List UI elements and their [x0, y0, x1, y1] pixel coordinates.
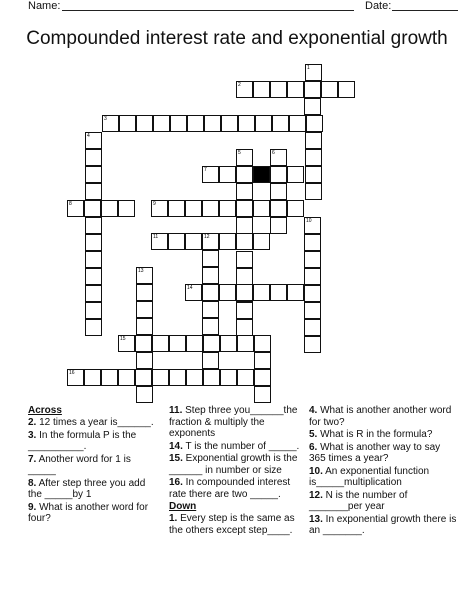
- crossword-cell[interactable]: [202, 250, 219, 267]
- page-title: Compounded interest rate and exponential growth: [26, 28, 448, 49]
- crossword-cell[interactable]: [85, 166, 102, 183]
- crossword-cell[interactable]: [186, 369, 203, 386]
- crossword-cell[interactable]: [118, 369, 135, 386]
- cell-number: 16: [69, 370, 75, 376]
- crossword-cell[interactable]: [187, 115, 204, 132]
- crossword-cell[interactable]: [304, 319, 321, 336]
- crossword-cell[interactable]: [204, 115, 221, 132]
- clues-column-3: [309, 405, 459, 538]
- crossword-cell[interactable]: [135, 369, 152, 386]
- crossword-cell[interactable]: [221, 115, 238, 132]
- crossword-cell[interactable]: [270, 166, 287, 183]
- cell-number: 15: [120, 336, 126, 342]
- crossword-cell[interactable]: [254, 335, 271, 352]
- crossword-cell[interactable]: [304, 285, 321, 302]
- crossword-cell[interactable]: [270, 200, 287, 217]
- name-field[interactable]: [62, 10, 354, 11]
- crossword-cell[interactable]: [270, 284, 287, 301]
- cell-number: 11: [153, 234, 159, 240]
- crossword-cell[interactable]: [304, 336, 321, 353]
- crossword-cell[interactable]: [84, 369, 101, 386]
- clue-heading: Down: [169, 501, 197, 512]
- clue-text: What is R in the formula?: [317, 429, 433, 440]
- crossword-cell[interactable]: [236, 217, 253, 234]
- crossword-cell[interactable]: [287, 200, 304, 217]
- crossword-cell[interactable]: [304, 217, 321, 234]
- crossword-cell[interactable]: [151, 233, 168, 250]
- crossword-cell[interactable]: [186, 335, 203, 352]
- clue-number: 9.: [28, 501, 37, 513]
- crossword-cell[interactable]: [101, 369, 118, 386]
- clue-number: 12.: [309, 489, 323, 501]
- crossword-cell[interactable]: [136, 301, 153, 318]
- crossword-cell[interactable]: [270, 183, 287, 200]
- crossword-cell[interactable]: [237, 369, 254, 386]
- crossword-cell[interactable]: [306, 115, 323, 132]
- cell-number: 13: [138, 268, 144, 274]
- name-label: Name:: [28, 0, 61, 12]
- crossword-cell[interactable]: [202, 301, 219, 318]
- clue: [309, 442, 459, 465]
- crossword-cell[interactable]: [236, 302, 253, 319]
- cell-number: 4: [87, 133, 90, 139]
- clue-text: In exponential growth there is an _______.: [309, 513, 457, 536]
- clue-text: In the formula P is the __________.: [28, 429, 137, 452]
- crossword-cell[interactable]: [136, 284, 153, 301]
- cell-number: 1: [307, 65, 310, 71]
- crossword-cell[interactable]: [135, 335, 152, 352]
- clue: [309, 514, 459, 537]
- crossword-cell[interactable]: [170, 115, 187, 132]
- clue-number: 3.: [28, 429, 37, 441]
- crossword-cell[interactable]: [287, 166, 304, 183]
- crossword-cell[interactable]: [253, 81, 270, 98]
- crossword-cell[interactable]: [220, 335, 237, 352]
- crossword-cell[interactable]: [219, 166, 236, 183]
- crossword-cell[interactable]: [85, 251, 102, 268]
- cell-number: 6: [272, 150, 275, 156]
- crossword-cell[interactable]: [270, 81, 287, 98]
- crossword-cell[interactable]: [238, 115, 255, 132]
- crossword-cell[interactable]: [287, 284, 304, 301]
- clue-number: 11.: [169, 405, 183, 416]
- cell-number: 5: [238, 150, 241, 156]
- clue: [28, 502, 158, 525]
- crossword-cell[interactable]: [85, 132, 102, 149]
- crossword-cell[interactable]: [219, 233, 236, 250]
- clue-number: 10.: [309, 465, 323, 477]
- crossword-cell[interactable]: [220, 369, 237, 386]
- clue-number: 5.: [309, 429, 318, 440]
- clue-text: Step three you______the fraction & multiply the exponents: [169, 405, 298, 439]
- crossword-cell[interactable]: [305, 183, 322, 200]
- clue: [169, 513, 307, 536]
- clue-heading: Across: [28, 405, 62, 416]
- clue-text: T is the number of _____.: [182, 440, 300, 452]
- crossword-cell[interactable]: [152, 335, 169, 352]
- crossword-cell[interactable]: [338, 81, 355, 98]
- crossword-cell[interactable]: [270, 217, 287, 234]
- crossword-cell[interactable]: [236, 319, 253, 336]
- cell-number: 12: [204, 234, 210, 240]
- crossword-cell[interactable]: [85, 217, 102, 234]
- clue: [28, 417, 158, 429]
- crossword-cell[interactable]: [118, 335, 135, 352]
- clue: [169, 477, 307, 500]
- crossword-cell[interactable]: [185, 233, 202, 250]
- crossword-cell[interactable]: [168, 233, 185, 250]
- clue-text: Another word for 1 is _____: [28, 453, 131, 476]
- crossword-cell[interactable]: [153, 115, 170, 132]
- cell-number: 3: [104, 116, 107, 122]
- crossword-cell[interactable]: [203, 369, 220, 386]
- clue-number: 8.: [28, 477, 37, 489]
- crossword-cell[interactable]: [85, 302, 102, 319]
- crossword-cell[interactable]: [236, 166, 253, 183]
- black-square: [253, 166, 270, 183]
- clue: [309, 466, 459, 489]
- clue-number: 1.: [169, 513, 178, 524]
- clue: [169, 453, 307, 476]
- clues-column-2: [169, 405, 307, 537]
- crossword-cell[interactable]: [289, 115, 306, 132]
- crossword-cell[interactable]: [119, 115, 136, 132]
- clue-number: 13.: [309, 513, 323, 525]
- crossword-cell[interactable]: [254, 352, 271, 369]
- clue-text: Every step is the same as the others except step____.: [169, 513, 295, 536]
- crossword-cell[interactable]: [236, 81, 253, 98]
- crossword-cell[interactable]: [85, 183, 102, 200]
- crossword-cell[interactable]: [169, 335, 186, 352]
- crossword-cell[interactable]: [136, 115, 153, 132]
- crossword-cell[interactable]: [85, 234, 102, 251]
- crossword-cell[interactable]: [272, 115, 289, 132]
- crossword-cell[interactable]: [236, 251, 253, 268]
- clue: [309, 405, 459, 428]
- clue-text: After step three you add the _____by 1: [28, 477, 146, 500]
- crossword-cell[interactable]: [168, 200, 185, 217]
- cell-number: 9: [153, 201, 156, 207]
- clue-text: What is another way to say 365 times a year?: [309, 441, 441, 464]
- clue-text: N is the number of _______per year: [309, 489, 408, 512]
- clue: [28, 478, 158, 501]
- clues-column-1: [28, 405, 158, 526]
- date-field[interactable]: [392, 10, 458, 11]
- crossword-cell[interactable]: [253, 233, 270, 250]
- crossword-cell[interactable]: [136, 267, 153, 284]
- crossword-cell[interactable]: [237, 335, 254, 352]
- crossword-cell[interactable]: [136, 352, 153, 369]
- crossword-cell[interactable]: [203, 335, 220, 352]
- crossword-cell[interactable]: [255, 115, 272, 132]
- clue-text: What is another another word for two?: [309, 405, 452, 428]
- crossword-cell[interactable]: [101, 200, 118, 217]
- crossword-cell[interactable]: [152, 369, 169, 386]
- crossword-cell[interactable]: [185, 284, 202, 301]
- crossword-cell[interactable]: [304, 268, 321, 285]
- cell-number: 7: [204, 167, 207, 173]
- crossword-cell[interactable]: [304, 98, 321, 115]
- crossword-cell[interactable]: [253, 200, 270, 217]
- clue: [309, 429, 459, 441]
- crossword-cell[interactable]: [151, 200, 168, 217]
- crossword-cell[interactable]: [118, 200, 135, 217]
- cell-number: 2: [238, 82, 241, 88]
- crossword-cell[interactable]: [202, 352, 219, 369]
- clue: [169, 405, 307, 440]
- crossword-cell[interactable]: [85, 285, 102, 302]
- crossword-cell[interactable]: [236, 284, 253, 301]
- crossword-cell[interactable]: [85, 319, 102, 336]
- clue: [309, 490, 459, 513]
- clue-number: 4.: [309, 405, 318, 416]
- crossword-cell[interactable]: [202, 284, 219, 301]
- crossword-cell[interactable]: [219, 200, 236, 217]
- crossword-cell[interactable]: [304, 251, 321, 268]
- clue: [28, 454, 158, 477]
- crossword-cell[interactable]: [305, 149, 322, 166]
- crossword-cell[interactable]: [202, 267, 219, 284]
- crossword-cell[interactable]: [305, 64, 322, 81]
- crossword-cell[interactable]: [236, 183, 253, 200]
- crossword-cell[interactable]: [236, 149, 253, 166]
- clue-text: Exponential growth is the ______ in number or size: [169, 453, 298, 476]
- crossword-cell[interactable]: [202, 318, 219, 335]
- crossword-cell[interactable]: [236, 233, 253, 250]
- crossword-cell[interactable]: [185, 200, 202, 217]
- crossword-cell[interactable]: [67, 369, 84, 386]
- clue-number: 15.: [169, 453, 183, 464]
- crossword-cell[interactable]: [287, 81, 304, 98]
- cell-number: 10: [306, 218, 312, 224]
- crossword-cell[interactable]: [270, 149, 287, 166]
- crossword-cell[interactable]: [219, 284, 236, 301]
- clue-text: In compounded interest rate there are two _____.: [169, 477, 291, 500]
- crossword-cell[interactable]: [253, 284, 270, 301]
- clue-number: 2.: [28, 417, 37, 428]
- crossword-cell[interactable]: [254, 386, 271, 403]
- crossword-cell[interactable]: [202, 233, 219, 250]
- crossword-cell[interactable]: [305, 132, 322, 149]
- clue-text: An exponential function is_____multiplication: [309, 465, 430, 488]
- clue-text: What is another word for four?: [28, 501, 149, 524]
- crossword-cell[interactable]: [254, 369, 271, 386]
- crossword-cell[interactable]: [236, 200, 253, 217]
- clue-number: 14.: [169, 440, 183, 452]
- clue-text: 12 times a year is______.: [36, 417, 154, 428]
- crossword-cell[interactable]: [102, 115, 119, 132]
- crossword-cell[interactable]: [136, 386, 153, 403]
- crossword-cell[interactable]: [202, 166, 219, 183]
- crossword-cell[interactable]: [85, 268, 102, 285]
- cell-number: 8: [69, 201, 72, 207]
- clue-number: 7.: [28, 453, 37, 465]
- cell-number: 14: [187, 285, 193, 291]
- crossword-cell[interactable]: [321, 81, 338, 98]
- crossword-cell[interactable]: [169, 369, 186, 386]
- crossword-cell[interactable]: [85, 149, 102, 166]
- crossword-cell[interactable]: [84, 200, 101, 217]
- clue-number: 6.: [309, 441, 318, 453]
- clue-number: 16.: [169, 477, 183, 488]
- crossword-cell[interactable]: [67, 200, 84, 217]
- date-label: Date:: [365, 0, 392, 12]
- crossword-cell[interactable]: [304, 81, 321, 98]
- crossword-cell[interactable]: [136, 318, 153, 335]
- clue: [28, 430, 158, 453]
- clue: [169, 441, 307, 453]
- crossword-cell[interactable]: [305, 166, 322, 183]
- crossword-cell[interactable]: [236, 268, 253, 285]
- crossword-cell[interactable]: [202, 200, 219, 217]
- crossword-cell[interactable]: [304, 234, 321, 251]
- crossword-cell[interactable]: [304, 302, 321, 319]
